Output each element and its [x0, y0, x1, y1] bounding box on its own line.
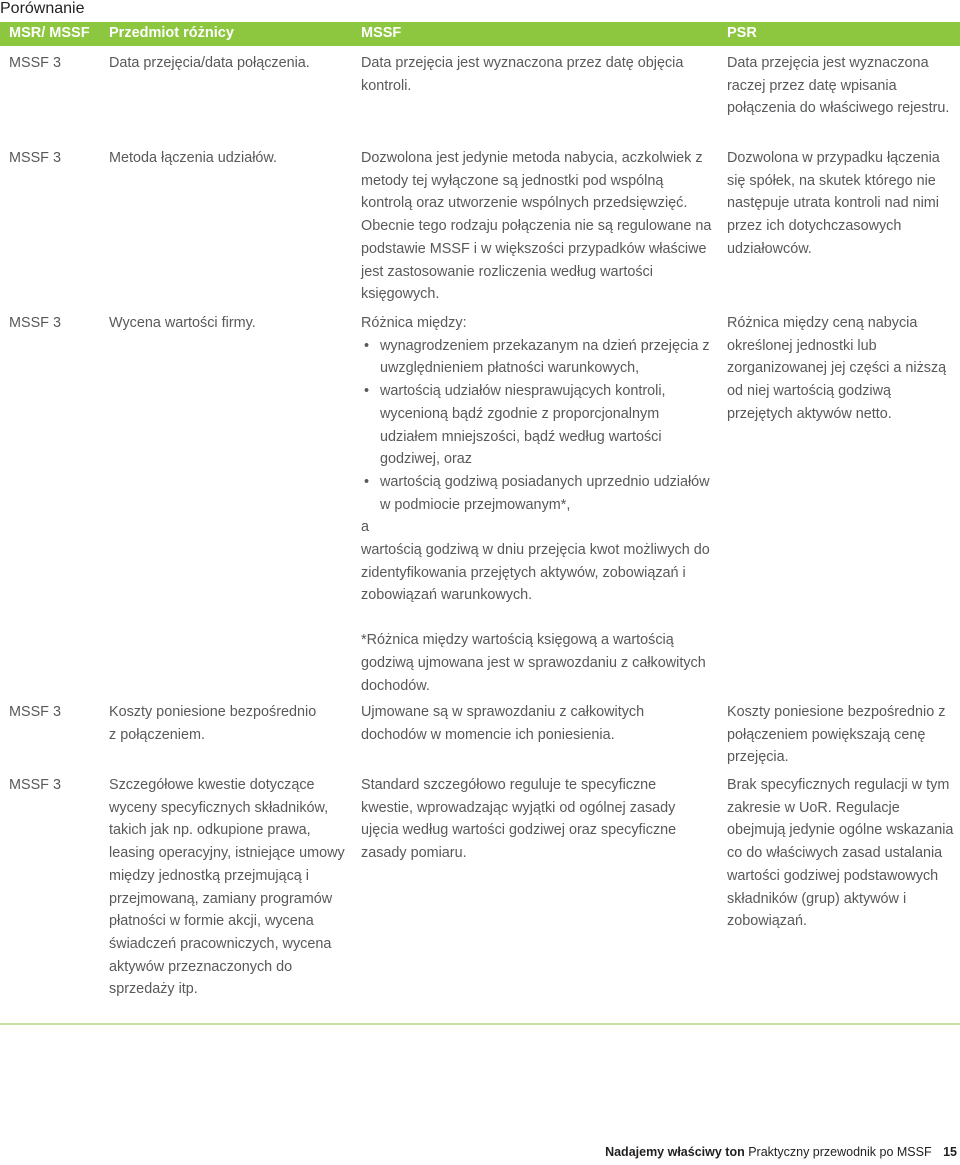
row-mssf: Dozwolona jest jedynie metoda nabycia, aczkolwiek z metody tej wyłączone są jednostki pod wspólną kontrolą oraz utworzenie wspólnych przedsięwzięć. Obecnie tego rodzaju połączenia nie są regulowane na podstawie MSSF i w większości przypadków właściwe jest zastosowanie rozliczenia według wartości księgowych. — [361, 150, 712, 303]
page-title: Porównanie — [0, 0, 85, 17]
bullet-icon: • — [364, 473, 370, 490]
footer-brand-bold: Nadajemy właściwy ton — [605, 1145, 745, 1159]
row-subject: Metoda łączenia udziałów. — [109, 150, 277, 166]
row-psr: Brak specyficznych regulacji w tym zakresie w UoR. Regulacje obejmują jedynie ogólne wskazania co do właściwych zasad ustalania wartości godziwej podstawowych składników (grup) aktywów i zobowiązań. — [727, 777, 954, 930]
page-number: 15 — [943, 1145, 957, 1159]
footer-brand-rest: Praktyczny przewodnik po MSSF — [748, 1145, 932, 1159]
bullet-icon: • — [364, 383, 370, 400]
mssf-connector: a — [361, 519, 370, 536]
mssf-footnote: *Różnica między wartością księgową a wartością godziwą ujmowana jest w sprawozdaniu z całkowitych dochodów. — [361, 632, 706, 694]
table-bottom-divider — [0, 1023, 960, 1025]
row-psr: Dozwolona w przypadku łączenia się spółek, na skutek którego nie następuje utrata kontroli nad nimi przez ich dotychczasowych udziałowców. — [727, 150, 940, 257]
page-footer — [605, 1145, 957, 1159]
row-mssf — [361, 312, 716, 697]
list-item — [361, 471, 716, 516]
bullet-icon: • — [364, 337, 370, 354]
table-header — [0, 22, 960, 46]
row-standard: MSSF 3 — [9, 55, 61, 71]
header-col-standard: MSR/ MSSF — [9, 25, 90, 41]
row-psr: Różnica między ceną nabycia określonej jednostki lub zorganizowanej jej części a niższą od niej wartością godziwą przejętych aktywów netto. — [727, 315, 947, 422]
mssf-intro: Różnica między: — [361, 315, 467, 331]
list-item — [361, 335, 716, 380]
row-psr: Koszty poniesione bezpośrednio z połączeniem powiększają cenę przejęcia. — [727, 704, 946, 766]
row-standard: MSSF 3 — [9, 777, 61, 793]
list-item-text: wynagrodzeniem przekazanym na dzień przejęcia z uwzględnieniem płatności warunkowych, — [380, 337, 710, 377]
row-mssf: Ujmowane są w sprawozdaniu z całkowitych dochodów w momencie ich poniesienia. — [361, 704, 645, 743]
header-col-psr: PSR — [727, 25, 757, 41]
row-standard: MSSF 3 — [9, 150, 61, 166]
list-item — [361, 380, 716, 471]
row-subject: Data przejęcia/data połączenia. — [109, 55, 310, 71]
header-col-subject: Przedmiot różnicy — [109, 25, 234, 41]
list-item-text: wartością udziałów niesprawujących kontroli, wycenioną bądź zgodnie z proporcjonalnym udziałem mniejszości, bądź według wartości godziwej, oraz — [380, 383, 666, 468]
row-psr: Data przejęcia jest wyznaczona raczej przez datę wpisania połączenia do właściwego rejestru. — [727, 55, 950, 117]
row-mssf: Standard szczegółowo reguluje te specyficzne kwestie, wprowadzając wyjątki od ogólnej zasady ujęcia według wartości godziwej oraz specyficzne zasady pomiaru. — [361, 777, 677, 862]
list-item-text: wartością godziwą posiadanych uprzednio udziałów w podmiocie przejmowanym*, — [380, 473, 710, 513]
row-subject: Szczegółowe kwestie dotyczące wyceny specyficznych składników, takich jak np. odkupione prawa, leasing operacyjny, istniejące umowy między jednostką przejmującą i przejmowaną, zamiany programów płatności w formie akcji, wycena świadczeń pracowniczych, wycena aktywów przeznaczonych do sprzedaży itp. — [109, 777, 345, 998]
row-standard: MSSF 3 — [9, 315, 61, 331]
mssf-bullet-list — [361, 335, 716, 517]
header-col-mssf: MSSF — [361, 25, 402, 41]
row-subject: Koszty poniesione bezpośrednio z połączeniem. — [109, 704, 317, 743]
row-mssf: Data przejęcia jest wyznaczona przez datę objęcia kontroli. — [361, 55, 684, 94]
mssf-tail: wartością godziwą w dniu przejęcia kwot możliwych do zidentyfikowania przejętych aktywów, zobowiązań i zobowiązań warunkowych. — [361, 542, 710, 604]
row-standard: MSSF 3 — [9, 704, 61, 720]
row-subject: Wycena wartości firmy. — [109, 315, 256, 331]
